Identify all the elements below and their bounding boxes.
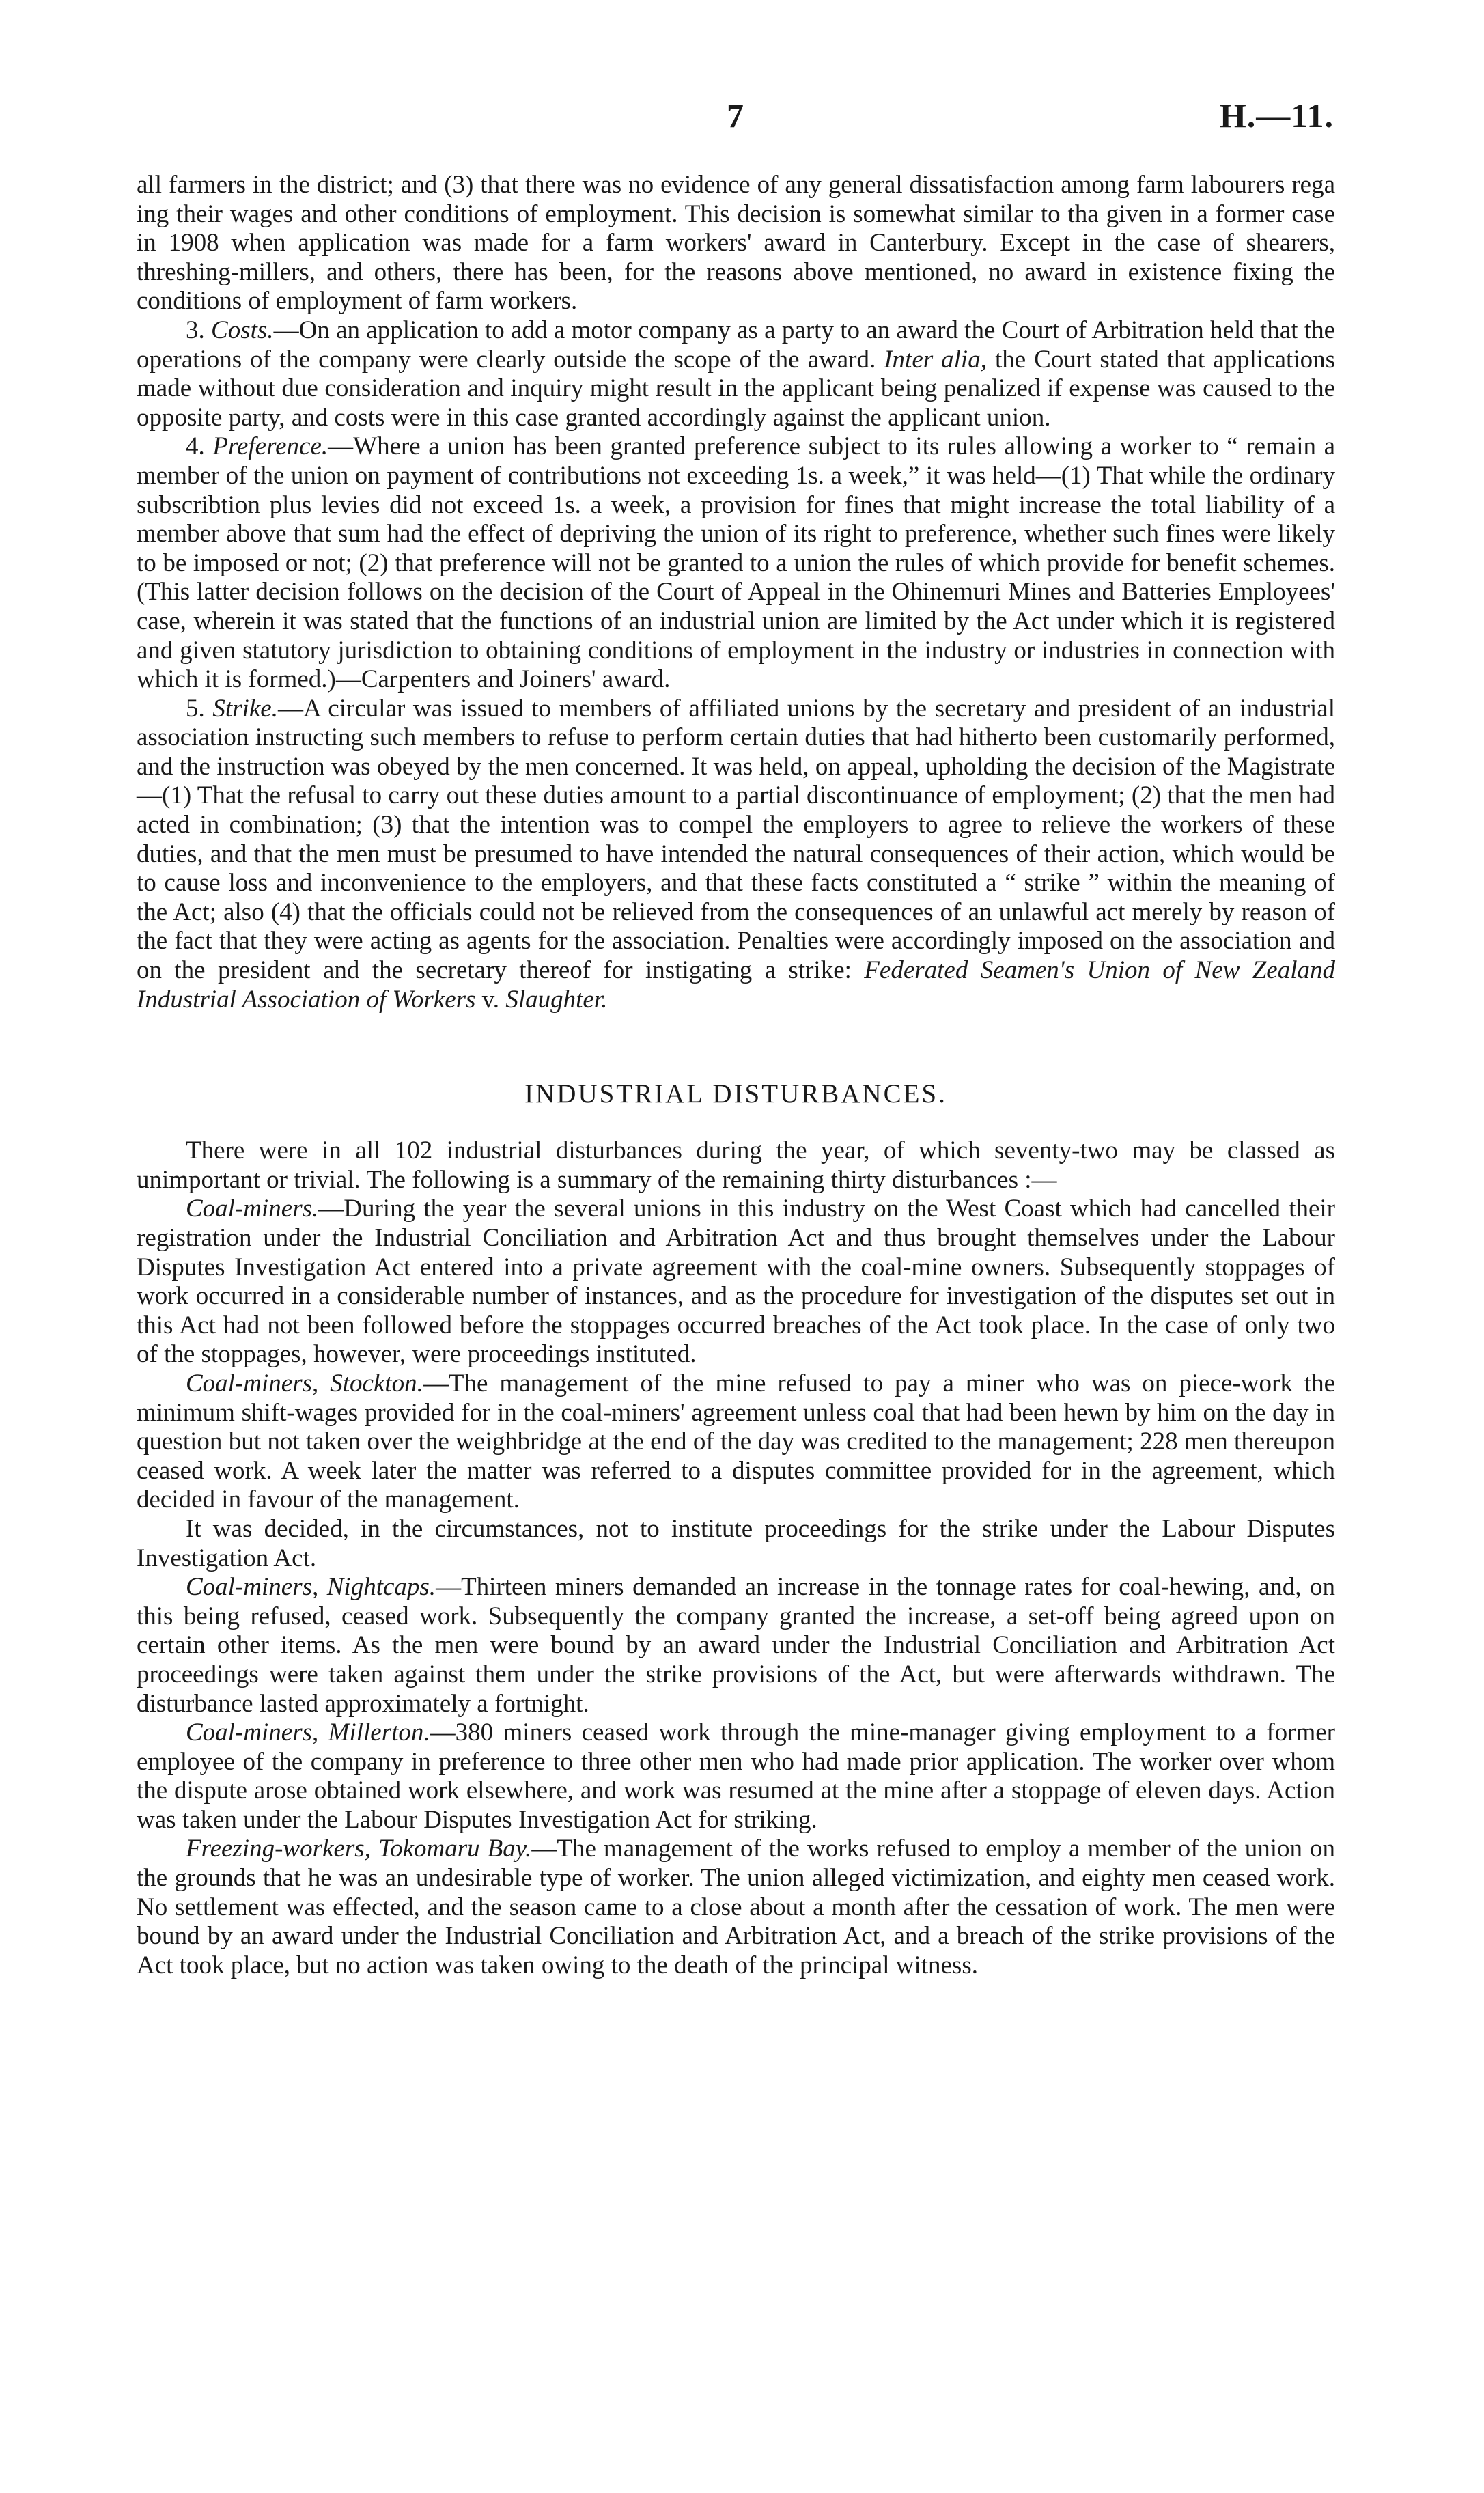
paragraph-stockton: Coal-miners, Stockton.—The management of the mine refused to pay a miner who was on piece-work the minimum shift-wages provided for in the coal-miners' agreement unless coal that had been hewn by him on the day in question but not taken over the weighbridge at the end of the day was credited to the management; 228 men thereupon ceased work. A week later the matter was referred to a disputes committee provided for in the agreement, which decided in favour of the management. xyxy=(137,1369,1336,1514)
page-header xyxy=(137,96,1334,137)
page-number: 7 xyxy=(727,96,744,135)
heading-costs: Costs. xyxy=(211,316,274,344)
heading-preference: Preference. xyxy=(212,432,328,461)
latin-phrase: Inter alia, xyxy=(884,345,987,374)
paragraph-coal-miners: Coal-miners.—During the year the several unions in this industry on the West Coast which had cancelled their registration under the Industrial Conciliation and Arbitration Act and thus brought themselves under the Labour Disputes Investigation Act entered into a private agreement with the coal-mine owners. Subsequently stoppages of work occurred in a considerable number of instances, and as the procedure for investigation of the disputes set out in this Act had not been followed before the stoppages occurred breaches of the Act took place. In the case of only two of the stoppages, however, were proceedings instituted. xyxy=(137,1195,1335,1369)
section-heading: INDUSTRIAL DISTURBANCES. xyxy=(524,1079,947,1109)
document-reference: H.—11. xyxy=(1219,96,1334,135)
case-citation-party: Federated Seamen's Union of New Zealand Industrial Association of Workers xyxy=(137,956,1336,1014)
heading-millerton: Coal-miners, Millerton. xyxy=(186,1718,430,1747)
paragraph-tokomaru-bay: Freezing-workers, Tokomaru Bay.—The management of the works refused to employ a member of the union on the grounds that he was an undesirable type of worker. The union alleged victimization, and eighty men ceased work. No settlement was effected, and the season came to a close about a month after the cessation of work. The men were bound by an award under the Industrial Conciliation and Arbitration Act, and a breach of the strike provisions of the Act took place, but no action was taken owing to the death of the principal witness. xyxy=(137,1835,1335,1979)
paragraph-farm-workers: all farmers in the district; and (3) that there was no evidence of any general dissatisfaction among farm labourers rega ing their wages and other conditions of employment. This decision is somewhat similar to tha given in a former case in 1908 when application was made for a farm workers' award in Canterbury. Except in the case of shearers, threshing-millers, and others, there has been, for the reasons above mentioned, no award in existence fixing the conditions of employment of farm workers. xyxy=(137,171,1335,316)
paragraph-disturbances-intro: There were in all 102 industrial disturbances during the year, of which seventy-two may be classed as unimportant or trivial. The following is a summary of the remaining thirty disturbances :— xyxy=(137,1137,1335,1194)
paragraph-strike: 5. Strike.—A circular was issued to members of affiliated unions by the secretary and president of an industrial association instructing such members to refuse to perform certain duties that had hitherto been customarily performed, and the instruction was obeyed by the men concerned. It was held, on appeal, upholding the decision of the Magistrate—(1) That the refusal to carry out these duties amount to a partial discontinuance of employment; (2) that the men had acted in combination; (3) that the intention was to compel the employers to agree to relieve the workers of these duties, and that the men must be presumed to have intended the natural consequences of their action, which would be to cause loss and inconvenience to the employers, and that these facts constituted a “ strike ” within the meaning of the Act; also (4) that the officials could not be relieved from the consequences of an unlawful act merely by reason of the fact that they were acting as agents for the association. Penalties were accordingly imposed on the association and on the president and the secretary thereof for instigating a strike: Federated Seamen's Union of New Zealand Industrial Association of Workers v. Slaughter. xyxy=(137,694,1336,1014)
heading-nightcaps: Coal-miners, Nightcaps. xyxy=(186,1573,436,1602)
paragraph-stockton-note: It was decided, in the circumstances, not to institute proceedings for the strike under the Labour Disputes Investigation Act. xyxy=(137,1514,1335,1572)
paragraph-millerton: Coal-miners, Millerton.—380 miners ceased work through the mine-manager giving employment to a former employee of the company in preference to three other men who had made prior application. The worker over whom the dispute arose obtained work elsewhere, and work was resumed at the mine after a stoppage of eleven days. Action was taken under the Labour Disputes Investigation Act for striking. xyxy=(137,1718,1335,1834)
heading-strike: Strike. xyxy=(212,694,278,723)
heading-coal-miners: Coal-miners. xyxy=(186,1195,319,1223)
heading-tokomaru-bay: Freezing-workers, Tokomaru Bay. xyxy=(186,1835,532,1863)
heading-stockton: Coal-miners, Stockton. xyxy=(186,1369,423,1397)
paragraph-nightcaps: Coal-miners, Nightcaps.—Thirteen miners demanded an increase in the tonnage rates for coal-hewing, and, on this being refused, ceased work. Subsequently the company granted the increase, a set-off being agreed upon on certain other items. As the men were bound by an award under the Industrial Conciliation and Arbitration Act proceedings were taken against them under the strike provisions of the Act, but were afterwards withdrawn. The disturbance lasted approximately a fortnight. xyxy=(137,1573,1336,1718)
case-citation-respondent: Slaughter. xyxy=(505,985,608,1014)
page-body xyxy=(137,171,1335,1980)
paragraph-preference: 4. Preference.—Where a union has been granted preference subject to its rules allowing a worker to “ remain a member of the union on payment of contributions not exceeding 1s. a week,” it was held—(1) That while the ordinary subscribtion plus levies did not exceed 1s. a week, a provision for fines that might increase the total liability of a member above that sum had the effect of depriving the union of its right to preference, whether such fines were likely to be imposed or not; (2) that preference will not be granted to a union the rules of which provide for benefit schemes. (This latter decision follows on the decision of the Court of Appeal in the Ohinemuri Mines and Batteries Employees' case, wherein it was stated that the functions of an industrial union are limited by the Act under which it is registered and given statutory jurisdiction to obtaining conditions of employment in the industry or industries in connection with which it is formed.)—Carpenters and Joiners' award. xyxy=(137,432,1336,694)
paragraph-costs: 3. Costs.—On an application to add a motor company as a party to an award the Court of Arbitration held that the operations of the company were clearly outside the scope of the award. Inter alia, the Court stated that applications made without due consideration and inquiry might result in the applicant being penalized if expense was caused to the opposite party, and costs were in this case granted accordingly against the applicant union. xyxy=(137,316,1335,432)
